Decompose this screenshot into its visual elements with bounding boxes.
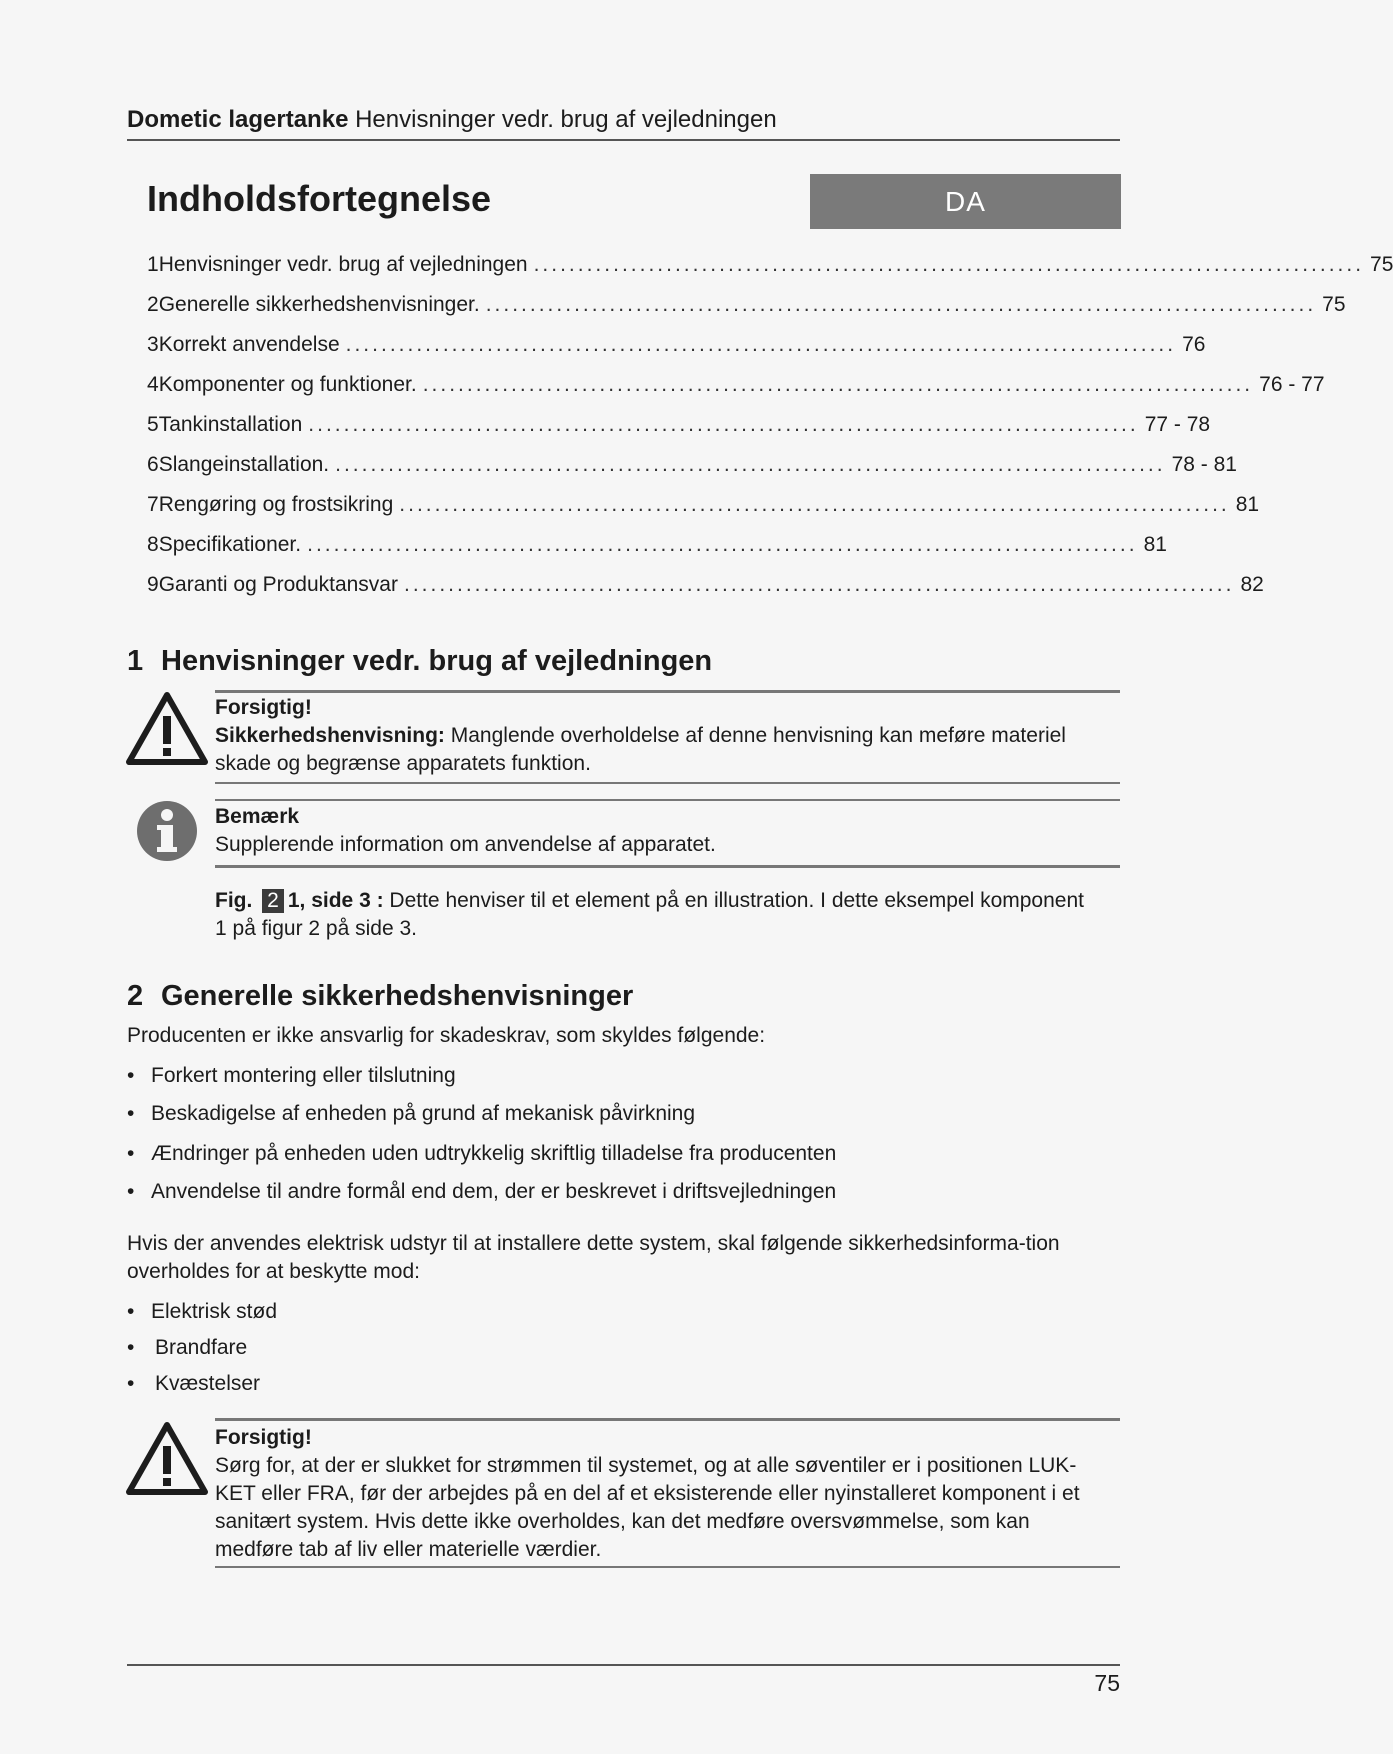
toc-entry[interactable] [147, 530, 1167, 560]
toc-leader-dots: .............................................................................................. [399, 493, 1230, 516]
list-item: • Ændringer på enheden uden udtrykkelig skriftlig tilladelse fra producenten [127, 1142, 837, 1165]
toc-entry-number: 4 [147, 373, 159, 396]
toc-entry-page: 77 - 78 [1144, 413, 1211, 436]
toc-title: Indholdsfortegnelse [147, 178, 492, 219]
toc-leader-dots: .............................................................................................. [403, 573, 1235, 596]
section-1-heading [127, 643, 712, 679]
header-subtitle: Henvisninger vedr. brug af vejledningen [355, 106, 777, 133]
toc-entry-page: 82 [1240, 573, 1264, 596]
caution-bottom-rule [215, 782, 1120, 784]
toc-leader-dots: .............................................................................................. [422, 373, 1254, 396]
page-number: 75 [1094, 1670, 1120, 1696]
toc-entry-number: 5 [147, 413, 159, 436]
section-2-intro: Producenten er ikke ansvarlig for skadeskrav, som skyldes følgende: [127, 1024, 766, 1047]
figure-reference [215, 887, 1095, 943]
caution-notice-1 [215, 694, 1120, 778]
info-icon [135, 799, 199, 863]
note-notice [215, 803, 1120, 859]
toc-entry[interactable] [147, 450, 1237, 480]
toc-entry-number: 6 [147, 453, 159, 476]
toc-entry[interactable] [147, 370, 1325, 400]
toc-entry-number: 8 [147, 533, 159, 556]
header-rule [127, 139, 1120, 141]
toc-leader-dots: .............................................................................................. [335, 453, 1166, 476]
toc-leader-dots: .............................................................................................. [308, 413, 1139, 436]
note-text: Supplerende information om anvendelse af apparatet. [215, 833, 716, 856]
toc-entry-number: 7 [147, 493, 159, 516]
warning-triangle-icon [126, 692, 208, 766]
fig-suffix: 1, side 3 : [287, 889, 384, 912]
section-title: Henvisninger vedr. brug af vejledningen [161, 645, 713, 677]
caution-top-rule [215, 690, 1120, 693]
toc-entry-page: 75 [1322, 293, 1346, 316]
toc-leader-dots: .............................................................................................. [307, 533, 1138, 556]
toc-entry[interactable] [147, 490, 1260, 520]
note-bottom-rule [215, 865, 1120, 868]
toc-entry-label: Generelle sikkerhedshenvisninger. [158, 293, 480, 316]
fig-text: Dette henviser til et element på en illustration. I dette eksempel komponent 1 på figur 2 på side 3. [215, 889, 1084, 940]
toc-entry-number: 2 [147, 293, 159, 316]
section-2-heading [127, 978, 633, 1014]
caution-bottom-rule [215, 1566, 1120, 1568]
toc-entry-page: 76 - 77 [1259, 373, 1325, 396]
toc-entry-number: 1 [147, 253, 159, 276]
toc-entry-label: Korrekt anvendelse [158, 333, 340, 356]
section-title: Generelle sikkerhedshenvisninger [161, 980, 634, 1012]
toc-entry[interactable] [147, 250, 1393, 280]
language-badge: DA [810, 174, 1121, 229]
toc-entry-label: Specifikationer. [158, 533, 302, 556]
warning-triangle-icon [126, 1422, 208, 1496]
list-item: • Kvæstelser [127, 1372, 261, 1395]
toc-leader-dots: .............................................................................................. [345, 333, 1177, 356]
toc-entry-label: Komponenter og funktioner. [158, 373, 417, 396]
footer-rule [127, 1664, 1120, 1666]
section-number: 2 [127, 980, 144, 1012]
toc-entry-label: Henvisninger vedr. brug af vejledningen [158, 253, 528, 276]
toc-entry[interactable] [147, 330, 1206, 360]
toc-leader-dots: .............................................................................................. [485, 293, 1317, 316]
toc-entry[interactable] [147, 290, 1346, 320]
list-item: • Beskadigelse af enheden på grund af mekanisk påvirkning [127, 1102, 696, 1125]
toc-entry-label: Rengøring og frostsikring [158, 493, 394, 516]
toc-entry-page: 81 [1143, 533, 1167, 556]
toc-entry[interactable] [147, 410, 1211, 440]
caution-label: Sikkerhedshenvisning: [215, 724, 445, 747]
caution-top-rule [215, 1418, 1120, 1421]
toc-entry-page: 78 - 81 [1171, 453, 1237, 476]
note-heading: Bemærk [215, 805, 300, 828]
toc-entry[interactable] [147, 570, 1264, 600]
toc-entry-page: 81 [1235, 493, 1260, 516]
toc-entry-label: Slangeinstallation. [158, 453, 330, 476]
note-top-rule [215, 799, 1120, 801]
toc-entry-label: Garanti og Produktansvar [158, 573, 398, 596]
toc-entry-page: 76 [1182, 333, 1206, 356]
toc-entry-page: 75 [1370, 253, 1393, 276]
toc-leader-dots: .............................................................................................. [533, 253, 1365, 276]
list-item: • Elektrisk stød [127, 1300, 278, 1323]
list-item: • Brandfare [127, 1336, 248, 1359]
fig-prefix: Fig. [215, 889, 253, 912]
section-2-paragraph: Hvis der anvendes elektrisk udstyr til at installere dette system, skal følgende sikkerhedsinforma-tion overholdes for at beskytte mod: [127, 1232, 1060, 1283]
caution-notice-2 [215, 1424, 1105, 1564]
caution-text: Manglende overholdelse af denne henvisning kan meføre materiel skade og begrænse apparatets funktion. [215, 724, 1066, 775]
toc-entry-number: 3 [147, 333, 159, 356]
list-item: • Forkert montering eller tilslutning [127, 1064, 456, 1087]
caution-heading: Forsigtig! [215, 1426, 312, 1449]
toc-entry-number: 9 [147, 573, 159, 596]
caution-text: Sørg for, at der er slukket for strømmen til systemet, og at alle søventiler er i positionen LUK-KET eller FRA, før der arbejdes på en del af et eksisterende eller nyinstalleret komponent i et sanitært system. Hvis dette ikke overholdes, kan det medføre oversvømmelse, som kan medføre tab af liv eller materielle værdier. [215, 1454, 1080, 1561]
figure-number-box: 2 [262, 889, 284, 913]
list-item: • Anvendelse til andre formål end dem, der er beskrevet i driftsvejledningen [127, 1180, 837, 1203]
running-header [127, 105, 1120, 135]
toc-entry-label: Tankinstallation [158, 413, 303, 436]
header-brand: Dometic lagertanke [127, 106, 349, 133]
section-number: 1 [127, 645, 144, 677]
caution-heading: Forsigtig! [215, 696, 312, 719]
